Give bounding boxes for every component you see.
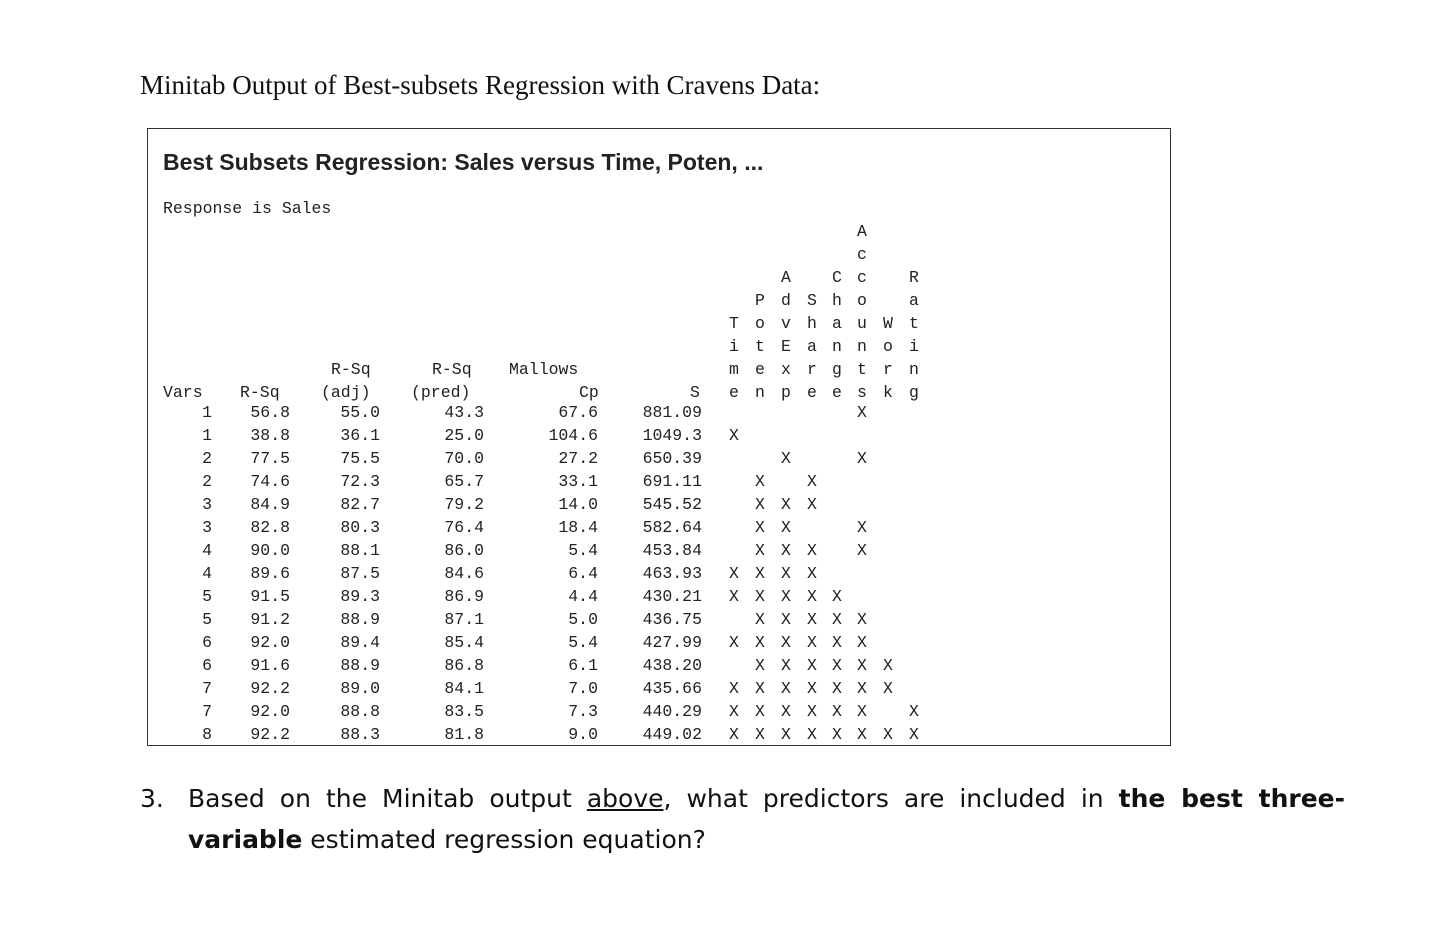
predictor-included-x-mark: X [909,702,919,721]
predictor-included-x-mark: X [729,702,739,721]
row-rsq-cell: 92.0 [250,702,290,721]
row-rsq-adj-cell: 36.1 [340,426,380,445]
predictor-included-x-mark: X [832,702,842,721]
row-mallows-cp-cell: 5.0 [568,610,598,629]
row-rsq-adj-cell: 88.9 [340,656,380,675]
predictor-label-letter: p [781,383,791,402]
row-vars-cell: 3 [202,495,212,514]
row-rsq-cell: 92.2 [250,725,290,744]
mallows-header-line1: Mallows [509,360,579,379]
predictor-label-letter: e [729,383,739,402]
row-rsq-cell: 38.8 [250,426,290,445]
predictor-included-x-mark: X [857,518,867,537]
predictor-included-x-mark: X [729,633,739,652]
predictor-label-letter: t [755,337,765,356]
predictor-included-x-mark: X [755,656,765,675]
document-heading: Minitab Output of Best-subsets Regression with Cravens Data: [140,70,821,100]
predictor-included-x-mark: X [883,656,893,675]
row-mallows-cp-cell: 6.1 [568,656,598,675]
predictor-label-letter: T [729,314,739,333]
row-vars-cell: 7 [202,679,212,698]
predictor-included-x-mark: X [807,541,817,560]
row-s-cell: 650.39 [642,449,702,468]
predictor-label-letter: e [755,360,765,379]
row-rsq-pred-cell: 70.0 [444,449,484,468]
rsq-pred-header-line1: R-Sq [432,360,472,379]
predictor-label-letter: n [909,360,919,379]
row-s-cell: 691.11 [642,472,702,491]
vars-header: Vars [163,383,203,402]
predictor-included-x-mark: X [755,564,765,583]
predictor-included-x-mark: X [781,610,791,629]
predictor-label-letter: A [857,222,867,241]
predictor-label-letter: e [807,383,817,402]
row-vars-cell: 6 [202,656,212,675]
row-mallows-cp-cell: 4.4 [568,587,598,606]
predictor-label-letter: i [729,337,739,356]
question-underlined-word: above [586,784,664,813]
predictor-label-letter: o [883,337,893,356]
predictor-label-letter: t [857,360,867,379]
rsq-adj-header-line1: R-Sq [331,360,371,379]
predictor-included-x-mark: X [883,725,893,744]
row-mallows-cp-cell: 14.0 [558,495,598,514]
row-mallows-cp-cell: 5.4 [568,633,598,652]
predictor-label-letter: c [857,245,867,264]
row-rsq-adj-cell: 88.8 [340,702,380,721]
predictor-included-x-mark: X [781,564,791,583]
predictor-included-x-mark: X [781,633,791,652]
rsq-pred-header-line2: (pred) [411,383,471,402]
predictor-label-letter: r [883,360,893,379]
predictor-label-letter: n [755,383,765,402]
row-rsq-adj-cell: 89.3 [340,587,380,606]
row-rsq-cell: 56.8 [250,403,290,422]
predictor-included-x-mark: X [857,541,867,560]
row-mallows-cp-cell: 18.4 [558,518,598,537]
row-rsq-adj-cell: 88.9 [340,610,380,629]
row-rsq-adj-cell: 72.3 [340,472,380,491]
predictor-included-x-mark: X [832,679,842,698]
predictor-included-x-mark: X [729,679,739,698]
row-s-cell: 545.52 [642,495,702,514]
predictor-included-x-mark: X [832,725,842,744]
row-rsq-pred-cell: 87.1 [444,610,484,629]
rsq-header: R-Sq [240,383,280,402]
predictor-label-letter: c [857,268,867,287]
row-rsq-pred-cell: 86.9 [444,587,484,606]
predictor-label-letter: s [857,383,867,402]
row-mallows-cp-cell: 9.0 [568,725,598,744]
row-rsq-adj-cell: 89.0 [340,679,380,698]
output-title: Best Subsets Regression: Sales versus Time, Poten, ... [163,149,764,175]
predictor-included-x-mark: X [832,633,842,652]
row-rsq-pred-cell: 81.8 [444,725,484,744]
row-rsq-pred-cell: 83.5 [444,702,484,721]
predictor-included-x-mark: X [755,495,765,514]
predictor-label-letter: W [883,314,893,333]
row-rsq-pred-cell: 76.4 [444,518,484,537]
question-text-part3: estimated regression equation? [302,825,706,854]
predictor-included-x-mark: X [857,702,867,721]
row-rsq-pred-cell: 43.3 [444,403,484,422]
predictor-label-letter: d [781,291,791,310]
row-s-cell: 427.99 [642,633,702,652]
question-bold-phrase: the best three-variable [188,784,1345,854]
row-s-cell: 436.75 [642,610,702,629]
predictor-label-letter: E [781,337,791,356]
row-rsq-adj-cell: 80.3 [340,518,380,537]
predictor-included-x-mark: X [857,403,867,422]
predictor-included-x-mark: X [807,633,817,652]
row-rsq-adj-cell: 82.7 [340,495,380,514]
row-s-cell: 1049.3 [642,426,702,445]
row-vars-cell: 5 [202,587,212,606]
row-rsq-pred-cell: 25.0 [444,426,484,445]
predictor-label-letter: m [729,360,739,379]
predictor-included-x-mark: X [781,679,791,698]
predictor-included-x-mark: X [781,725,791,744]
predictor-included-x-mark: X [781,449,791,468]
row-s-cell: 440.29 [642,702,702,721]
predictor-label-letter: C [832,268,842,287]
row-rsq-adj-cell: 88.3 [340,725,380,744]
row-mallows-cp-cell: 7.3 [568,702,598,721]
predictor-included-x-mark: X [807,564,817,583]
predictor-included-x-mark: X [857,449,867,468]
row-rsq-cell: 82.8 [250,518,290,537]
predictor-label-letter: S [807,291,817,310]
predictor-label-letter: r [807,360,817,379]
predictor-included-x-mark: X [807,679,817,698]
row-rsq-pred-cell: 86.0 [444,541,484,560]
predictor-included-x-mark: X [781,656,791,675]
row-rsq-adj-cell: 89.4 [340,633,380,652]
row-vars-cell: 7 [202,702,212,721]
predictor-included-x-mark: X [857,679,867,698]
row-vars-cell: 3 [202,518,212,537]
row-rsq-pred-cell: 84.1 [444,679,484,698]
row-mallows-cp-cell: 5.4 [568,541,598,560]
row-mallows-cp-cell: 27.2 [558,449,598,468]
row-s-cell: 453.84 [642,541,702,560]
predictor-included-x-mark: X [781,702,791,721]
predictor-included-x-mark: X [807,495,817,514]
predictor-label-letter: k [883,383,893,402]
row-rsq-adj-cell: 75.5 [340,449,380,468]
row-rsq-pred-cell: 84.6 [444,564,484,583]
row-rsq-cell: 91.5 [250,587,290,606]
predictor-included-x-mark: X [807,702,817,721]
predictor-included-x-mark: X [883,679,893,698]
predictor-included-x-mark: X [755,518,765,537]
predictor-label-letter: v [781,314,791,333]
row-rsq-cell: 74.6 [250,472,290,491]
predictor-included-x-mark: X [781,541,791,560]
predictor-included-x-mark: X [755,679,765,698]
predictor-included-x-mark: X [832,610,842,629]
row-rsq-cell: 77.5 [250,449,290,468]
predictor-included-x-mark: X [832,587,842,606]
question-text [188,778,1345,860]
predictor-included-x-mark: X [857,633,867,652]
question-number: 3. [140,784,164,813]
predictor-included-x-mark: X [755,610,765,629]
row-s-cell: 449.02 [642,725,702,744]
predictor-included-x-mark: X [807,725,817,744]
row-s-cell: 582.64 [642,518,702,537]
response-line: Response is Sales [163,199,332,218]
predictor-label-letter: P [755,291,765,310]
predictor-label-letter: g [832,360,842,379]
row-rsq-cell: 84.9 [250,495,290,514]
predictor-included-x-mark: X [857,610,867,629]
predictor-label-letter: e [832,383,842,402]
question-text-part1: Based on the Minitab output [188,784,587,813]
predictor-included-x-mark: X [807,472,817,491]
row-mallows-cp-cell: 104.6 [548,426,598,445]
row-s-cell: 435.66 [642,679,702,698]
row-rsq-adj-cell: 88.1 [340,541,380,560]
predictor-label-letter: a [807,337,817,356]
predictor-label-letter: t [909,314,919,333]
predictor-label-letter: a [909,291,919,310]
row-mallows-cp-cell: 6.4 [568,564,598,583]
predictor-included-x-mark: X [807,656,817,675]
row-rsq-adj-cell: 87.5 [340,564,380,583]
row-mallows-cp-cell: 67.6 [558,403,598,422]
predictor-included-x-mark: X [781,518,791,537]
row-mallows-cp-cell: 33.1 [558,472,598,491]
predictor-included-x-mark: X [755,633,765,652]
predictor-included-x-mark: X [755,702,765,721]
predictor-label-letter: a [832,314,842,333]
predictor-included-x-mark: X [781,587,791,606]
row-vars-cell: 4 [202,564,212,583]
predictor-included-x-mark: X [729,587,739,606]
row-s-cell: 881.09 [642,403,702,422]
row-s-cell: 438.20 [642,656,702,675]
row-s-cell: 430.21 [642,587,702,606]
row-rsq-cell: 89.6 [250,564,290,583]
predictor-included-x-mark: X [807,587,817,606]
row-vars-cell: 2 [202,472,212,491]
predictor-included-x-mark: X [755,472,765,491]
predictor-label-letter: o [857,291,867,310]
row-rsq-pred-cell: 85.4 [444,633,484,652]
row-rsq-cell: 91.2 [250,610,290,629]
mallows-header-line2: Cp [579,383,599,402]
predictor-label-letter: o [755,314,765,333]
predictor-label-letter: x [781,360,791,379]
row-vars-cell: 1 [202,403,212,422]
predictor-included-x-mark: X [755,541,765,560]
predictor-included-x-mark: X [755,725,765,744]
predictor-included-x-mark: X [909,725,919,744]
row-rsq-pred-cell: 86.8 [444,656,484,675]
predictor-label-letter: h [832,291,842,310]
predictor-included-x-mark: X [729,725,739,744]
row-vars-cell: 2 [202,449,212,468]
row-vars-cell: 1 [202,426,212,445]
predictor-label-letter: h [807,314,817,333]
row-vars-cell: 8 [202,725,212,744]
rsq-adj-header-line2: (adj) [321,383,371,402]
predictor-included-x-mark: X [781,495,791,514]
predictor-label-letter: n [832,337,842,356]
row-mallows-cp-cell: 7.0 [568,679,598,698]
row-vars-cell: 4 [202,541,212,560]
predictor-included-x-mark: X [857,725,867,744]
predictor-label-letter: n [857,337,867,356]
predictor-label-letter: g [909,383,919,402]
row-vars-cell: 6 [202,633,212,652]
row-rsq-adj-cell: 55.0 [340,403,380,422]
predictor-included-x-mark: X [755,587,765,606]
row-s-cell: 463.93 [642,564,702,583]
predictor-label-letter: i [909,337,919,356]
predictor-included-x-mark: X [729,426,739,445]
predictor-label-letter: u [857,314,867,333]
predictor-included-x-mark: X [832,656,842,675]
row-rsq-pred-cell: 79.2 [444,495,484,514]
row-rsq-cell: 90.0 [250,541,290,560]
row-vars-cell: 5 [202,610,212,629]
predictor-included-x-mark: X [857,656,867,675]
row-rsq-pred-cell: 65.7 [444,472,484,491]
predictor-included-x-mark: X [807,610,817,629]
predictor-label-letter: R [909,268,919,287]
row-rsq-cell: 92.2 [250,679,290,698]
row-rsq-cell: 92.0 [250,633,290,652]
s-header: S [690,383,700,402]
row-rsq-cell: 91.6 [250,656,290,675]
predictor-included-x-mark: X [729,564,739,583]
predictor-label-letter: A [781,268,791,287]
question-text-part2: , what predictors are included in [663,784,1119,813]
